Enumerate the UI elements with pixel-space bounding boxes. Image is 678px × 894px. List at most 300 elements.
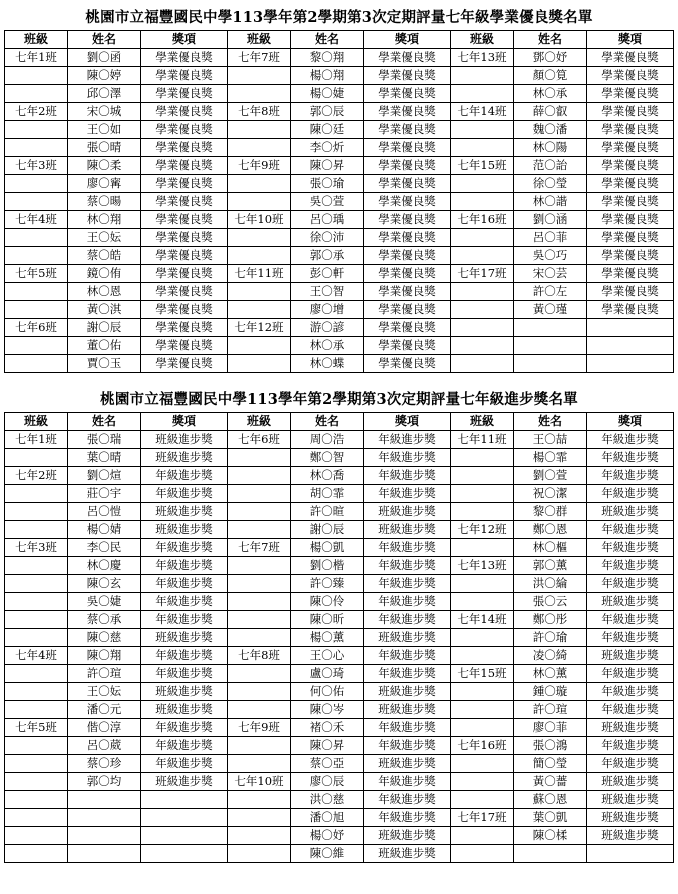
cell-class <box>451 319 514 337</box>
column-header-class-2: 班級 <box>228 31 291 49</box>
cell-award: 班級進步獎 <box>141 773 228 791</box>
cell-class <box>228 193 291 211</box>
cell-name: 郭〇均 <box>68 773 141 791</box>
cell-class <box>451 827 514 845</box>
cell-award: 學業優良獎 <box>364 85 451 103</box>
cell-name: 林〇喬 <box>291 467 364 485</box>
cell-class: 七年16班 <box>451 737 514 755</box>
cell-class <box>451 121 514 139</box>
cell-award <box>141 827 228 845</box>
cell-name: 黃〇瑾 <box>514 301 587 319</box>
cell-award: 學業優良獎 <box>587 211 674 229</box>
academic-excellence-award-table <box>4 30 674 373</box>
table-row <box>5 845 674 863</box>
cell-name <box>68 827 141 845</box>
table-row <box>5 283 674 301</box>
table-row <box>5 755 674 773</box>
table-body-section-1 <box>5 49 674 373</box>
table-row <box>5 827 674 845</box>
cell-class <box>451 575 514 593</box>
cell-name: 胡〇霏 <box>291 485 364 503</box>
cell-class <box>228 557 291 575</box>
cell-award: 班級進步獎 <box>141 629 228 647</box>
cell-award: 學業優良獎 <box>364 211 451 229</box>
cell-name: 陳〇伶 <box>291 593 364 611</box>
cell-name: 劉〇煊 <box>68 467 141 485</box>
cell-award: 班級進步獎 <box>141 503 228 521</box>
cell-class <box>451 845 514 863</box>
cell-award: 年級進步獎 <box>364 575 451 593</box>
cell-name: 楊〇妤 <box>291 827 364 845</box>
section-1-title: 桃園市立福豐國民中學113學年第2學期第3次定期評量七年級學業優良獎名單 <box>85 9 593 26</box>
cell-class: 七年5班 <box>5 265 68 283</box>
cell-name: 黃〇薔 <box>514 773 587 791</box>
cell-class: 七年8班 <box>228 647 291 665</box>
cell-class <box>451 355 514 373</box>
cell-award: 學業優良獎 <box>587 157 674 175</box>
cell-name: 張〇瑜 <box>291 175 364 193</box>
cell-award: 班級進步獎 <box>587 773 674 791</box>
cell-award: 年級進步獎 <box>587 485 674 503</box>
cell-award: 年級進步獎 <box>364 449 451 467</box>
cell-name: 葉〇凱 <box>514 809 587 827</box>
cell-award: 年級進步獎 <box>141 647 228 665</box>
cell-name: 洪〇慈 <box>291 791 364 809</box>
cell-class <box>228 337 291 355</box>
cell-name: 謝〇辰 <box>291 521 364 539</box>
cell-name: 廖〇菲 <box>514 719 587 737</box>
cell-name: 宋〇芸 <box>514 265 587 283</box>
cell-name: 王〇如 <box>68 121 141 139</box>
cell-award: 學業優良獎 <box>141 67 228 85</box>
cell-name: 葉〇晴 <box>68 449 141 467</box>
cell-name: 楊〇婧 <box>68 521 141 539</box>
cell-class <box>5 665 68 683</box>
cell-name: 簡〇瑩 <box>514 755 587 773</box>
table-row <box>5 247 674 265</box>
cell-class: 七年16班 <box>451 211 514 229</box>
cell-class: 七年3班 <box>5 157 68 175</box>
cell-class <box>228 521 291 539</box>
column-header-name-1: 姓名 <box>68 413 141 431</box>
column-header-class-3: 班級 <box>451 413 514 431</box>
cell-class <box>5 629 68 647</box>
cell-class <box>5 175 68 193</box>
table-row <box>5 575 674 593</box>
cell-award: 學業優良獎 <box>364 49 451 67</box>
cell-class <box>228 791 291 809</box>
table-row <box>5 611 674 629</box>
cell-name: 張〇鴻 <box>514 737 587 755</box>
cell-name: 郭〇辰 <box>291 103 364 121</box>
cell-award: 學業優良獎 <box>587 67 674 85</box>
cell-award: 班級進步獎 <box>364 827 451 845</box>
cell-award: 年級進步獎 <box>364 809 451 827</box>
column-header-class-1: 班級 <box>5 413 68 431</box>
cell-class <box>451 283 514 301</box>
cell-class: 七年11班 <box>228 265 291 283</box>
section-spacer <box>0 373 678 382</box>
cell-name: 偕〇淳 <box>68 719 141 737</box>
cell-award: 班級進步獎 <box>587 593 674 611</box>
cell-name: 黃〇淇 <box>68 301 141 319</box>
cell-name: 宋〇城 <box>68 103 141 121</box>
cell-award: 年級進步獎 <box>364 611 451 629</box>
cell-award: 班級進步獎 <box>141 683 228 701</box>
cell-class <box>5 791 68 809</box>
cell-class <box>5 845 68 863</box>
cell-name: 呂〇瑀 <box>291 211 364 229</box>
cell-award: 年級進步獎 <box>141 467 228 485</box>
cell-name: 林〇樞 <box>514 539 587 557</box>
table-row <box>5 121 674 139</box>
cell-name: 陳〇慈 <box>68 629 141 647</box>
cell-class <box>228 67 291 85</box>
cell-class: 七年9班 <box>228 157 291 175</box>
cell-name: 游〇諺 <box>291 319 364 337</box>
cell-name: 魏〇潘 <box>514 121 587 139</box>
cell-award: 學業優良獎 <box>141 175 228 193</box>
cell-name: 陳〇翔 <box>68 647 141 665</box>
cell-class <box>451 719 514 737</box>
cell-name: 徐〇瑩 <box>514 175 587 193</box>
table-row <box>5 431 674 449</box>
cell-award: 學業優良獎 <box>141 157 228 175</box>
column-header-award-2: 獎項 <box>364 413 451 431</box>
cell-class <box>228 355 291 373</box>
cell-class <box>451 683 514 701</box>
cell-class <box>451 467 514 485</box>
cell-award: 學業優良獎 <box>364 175 451 193</box>
cell-class <box>228 467 291 485</box>
cell-class: 七年12班 <box>451 521 514 539</box>
cell-name: 劉〇涵 <box>514 211 587 229</box>
cell-class: 七年9班 <box>228 719 291 737</box>
cell-award: 班級進步獎 <box>587 647 674 665</box>
column-header-name-1: 姓名 <box>68 31 141 49</box>
cell-class: 七年3班 <box>5 539 68 557</box>
cell-name: 蘇〇恩 <box>514 791 587 809</box>
cell-class: 七年1班 <box>5 49 68 67</box>
cell-award: 班級進步獎 <box>364 521 451 539</box>
cell-award: 學業優良獎 <box>364 157 451 175</box>
cell-class: 七年17班 <box>451 809 514 827</box>
cell-award: 年級進步獎 <box>587 431 674 449</box>
cell-award: 年級進步獎 <box>364 719 451 737</box>
cell-name: 吳〇巧 <box>514 247 587 265</box>
cell-name: 呂〇菲 <box>514 229 587 247</box>
cell-name: 彭〇軒 <box>291 265 364 283</box>
cell-class <box>5 683 68 701</box>
cell-class <box>451 301 514 319</box>
cell-award: 學業優良獎 <box>141 355 228 373</box>
cell-name: 林〇承 <box>291 337 364 355</box>
cell-class: 七年10班 <box>228 211 291 229</box>
cell-class: 七年5班 <box>5 719 68 737</box>
table-header-row <box>5 413 674 431</box>
cell-name <box>514 845 587 863</box>
cell-name: 鍾〇璇 <box>514 683 587 701</box>
cell-class <box>228 611 291 629</box>
table-row <box>5 265 674 283</box>
cell-name: 徐〇沛 <box>291 229 364 247</box>
cell-name: 呂〇葳 <box>68 737 141 755</box>
cell-name: 王〇智 <box>291 283 364 301</box>
table-row <box>5 773 674 791</box>
cell-class <box>5 557 68 575</box>
cell-award: 學業優良獎 <box>587 103 674 121</box>
cell-award: 學業優良獎 <box>364 247 451 265</box>
table-row <box>5 139 674 157</box>
cell-class: 七年17班 <box>451 265 514 283</box>
cell-award: 學業優良獎 <box>364 193 451 211</box>
cell-award: 年級進步獎 <box>587 701 674 719</box>
cell-class <box>228 809 291 827</box>
cell-name: 陳〇婷 <box>68 67 141 85</box>
cell-award: 學業優良獎 <box>364 301 451 319</box>
table-row <box>5 665 674 683</box>
cell-award: 學業優良獎 <box>141 265 228 283</box>
cell-class <box>5 139 68 157</box>
cell-class <box>228 175 291 193</box>
cell-class <box>5 593 68 611</box>
cell-class: 七年12班 <box>228 319 291 337</box>
cell-name: 鏡〇侑 <box>68 265 141 283</box>
table-row <box>5 301 674 319</box>
cell-award: 學業優良獎 <box>141 49 228 67</box>
cell-class <box>228 449 291 467</box>
cell-name: 顏〇筧 <box>514 67 587 85</box>
column-header-name-3: 姓名 <box>514 413 587 431</box>
cell-class <box>451 229 514 247</box>
table-body-section-2 <box>5 431 674 863</box>
cell-name: 盧〇琦 <box>291 665 364 683</box>
cell-award: 學業優良獎 <box>364 337 451 355</box>
cell-name <box>68 809 141 827</box>
cell-class: 七年6班 <box>228 431 291 449</box>
cell-name: 陳〇楺 <box>514 827 587 845</box>
cell-class <box>5 193 68 211</box>
cell-award: 學業優良獎 <box>364 139 451 157</box>
table-row <box>5 319 674 337</box>
cell-class <box>451 503 514 521</box>
cell-class <box>228 485 291 503</box>
cell-award: 學業優良獎 <box>141 319 228 337</box>
cell-award: 年級進步獎 <box>364 593 451 611</box>
table-row <box>5 557 674 575</box>
table-row <box>5 701 674 719</box>
table-row <box>5 719 674 737</box>
table-row <box>5 593 674 611</box>
cell-award: 年級進步獎 <box>587 737 674 755</box>
cell-class <box>451 791 514 809</box>
table-row <box>5 211 674 229</box>
cell-name: 董〇佑 <box>68 337 141 355</box>
cell-name: 林〇蝶 <box>291 355 364 373</box>
table-row <box>5 449 674 467</box>
cell-class: 七年2班 <box>5 103 68 121</box>
cell-name: 王〇喆 <box>514 431 587 449</box>
cell-award: 學業優良獎 <box>587 49 674 67</box>
cell-name: 楊〇凱 <box>291 539 364 557</box>
table-row <box>5 485 674 503</box>
cell-award: 學業優良獎 <box>587 139 674 157</box>
cell-name: 劉〇楷 <box>291 557 364 575</box>
column-header-award-3: 獎項 <box>587 31 674 49</box>
cell-name: 張〇瑞 <box>68 431 141 449</box>
table-row <box>5 85 674 103</box>
cell-name: 陳〇昇 <box>291 737 364 755</box>
cell-award: 班級進步獎 <box>141 431 228 449</box>
cell-class <box>451 593 514 611</box>
column-header-class-3: 班級 <box>451 31 514 49</box>
cell-name: 鄭〇恩 <box>514 521 587 539</box>
cell-award: 學業優良獎 <box>587 247 674 265</box>
cell-name: 楊〇薰 <box>291 629 364 647</box>
cell-class: 七年13班 <box>451 557 514 575</box>
cell-class <box>5 503 68 521</box>
column-header-class-1: 班級 <box>5 31 68 49</box>
cell-class <box>228 827 291 845</box>
cell-name: 陳〇柔 <box>68 157 141 175</box>
cell-award: 班級進步獎 <box>364 503 451 521</box>
cell-name: 莊〇宇 <box>68 485 141 503</box>
cell-award: 學業優良獎 <box>141 229 228 247</box>
cell-class <box>228 247 291 265</box>
cell-award: 學業優良獎 <box>141 121 228 139</box>
cell-name: 許〇臻 <box>291 575 364 593</box>
cell-award: 年級進步獎 <box>364 791 451 809</box>
cell-class <box>5 737 68 755</box>
cell-class: 七年1班 <box>5 431 68 449</box>
table-row <box>5 49 674 67</box>
cell-class <box>451 193 514 211</box>
table-row <box>5 683 674 701</box>
table-row <box>5 467 674 485</box>
cell-class <box>228 593 291 611</box>
cell-class <box>451 175 514 193</box>
cell-name: 林〇薰 <box>514 665 587 683</box>
cell-award: 班級進步獎 <box>587 809 674 827</box>
cell-name: 郭〇薰 <box>514 557 587 575</box>
cell-award: 班級進步獎 <box>587 827 674 845</box>
cell-class <box>451 701 514 719</box>
cell-name: 林〇陽 <box>514 139 587 157</box>
cell-name: 蔡〇皓 <box>68 247 141 265</box>
cell-award: 年級進步獎 <box>587 611 674 629</box>
cell-name: 廖〇辰 <box>291 773 364 791</box>
cell-name <box>68 845 141 863</box>
column-header-name-2: 姓名 <box>291 31 364 49</box>
cell-award: 班級進步獎 <box>364 845 451 863</box>
cell-class <box>451 629 514 647</box>
cell-class <box>228 575 291 593</box>
cell-class <box>451 647 514 665</box>
table-header-row <box>5 31 674 49</box>
cell-award: 學業優良獎 <box>587 85 674 103</box>
cell-award: 年級進步獎 <box>587 539 674 557</box>
cell-class <box>451 773 514 791</box>
cell-name: 許〇瑄 <box>68 665 141 683</box>
cell-award: 年級進步獎 <box>364 647 451 665</box>
cell-award: 班級進步獎 <box>587 503 674 521</box>
cell-award: 年級進步獎 <box>587 629 674 647</box>
cell-class <box>451 337 514 355</box>
cell-award: 學業優良獎 <box>141 283 228 301</box>
cell-name: 鄭〇智 <box>291 449 364 467</box>
cell-name: 陳〇昇 <box>291 157 364 175</box>
cell-name: 何〇佑 <box>291 683 364 701</box>
table-row <box>5 647 674 665</box>
table-row <box>5 629 674 647</box>
cell-name: 凌〇綺 <box>514 647 587 665</box>
cell-award: 年級進步獎 <box>141 719 228 737</box>
cell-name: 賈〇玉 <box>68 355 141 373</box>
cell-name: 洪〇綸 <box>514 575 587 593</box>
cell-class: 七年14班 <box>451 103 514 121</box>
cell-award: 年級進步獎 <box>364 773 451 791</box>
cell-class <box>228 845 291 863</box>
cell-award: 學業優良獎 <box>587 265 674 283</box>
cell-name: 廖〇寗 <box>68 175 141 193</box>
cell-class <box>228 229 291 247</box>
cell-award: 年級進步獎 <box>141 665 228 683</box>
cell-award: 學業優良獎 <box>364 355 451 373</box>
cell-name: 楊〇翔 <box>291 67 364 85</box>
table-row <box>5 229 674 247</box>
cell-name: 陳〇玄 <box>68 575 141 593</box>
cell-award: 學業優良獎 <box>587 121 674 139</box>
cell-award: 學業優良獎 <box>364 283 451 301</box>
cell-name: 蔡〇亞 <box>291 755 364 773</box>
cell-name: 許〇瑜 <box>514 629 587 647</box>
cell-name: 黎〇翔 <box>291 49 364 67</box>
cell-name: 謝〇辰 <box>68 319 141 337</box>
cell-award: 學業優良獎 <box>587 229 674 247</box>
cell-award: 年級進步獎 <box>364 485 451 503</box>
cell-award: 年級進步獎 <box>141 485 228 503</box>
cell-name: 陳〇岑 <box>291 701 364 719</box>
cell-name: 吳〇婕 <box>68 593 141 611</box>
cell-name: 林〇承 <box>514 85 587 103</box>
cell-class: 七年13班 <box>451 49 514 67</box>
cell-class <box>451 485 514 503</box>
section-2-title: 桃園市立福豐國民中學113學年第2學期第3次定期評量七年級進步獎名單 <box>100 391 578 408</box>
table-row <box>5 539 674 557</box>
cell-name: 鄭〇彤 <box>514 611 587 629</box>
cell-class <box>5 575 68 593</box>
cell-award: 學業優良獎 <box>141 85 228 103</box>
cell-award: 學業優良獎 <box>141 103 228 121</box>
cell-class <box>228 301 291 319</box>
cell-class: 七年2班 <box>5 467 68 485</box>
cell-award: 年級進步獎 <box>364 737 451 755</box>
cell-name: 薛〇叡 <box>514 103 587 121</box>
cell-name: 楊〇霏 <box>514 449 587 467</box>
column-header-name-2: 姓名 <box>291 413 364 431</box>
cell-name: 許〇左 <box>514 283 587 301</box>
cell-name <box>514 319 587 337</box>
cell-award: 年級進步獎 <box>587 683 674 701</box>
cell-name: 林〇諧 <box>514 193 587 211</box>
cell-award: 年級進步獎 <box>364 665 451 683</box>
cell-class <box>5 755 68 773</box>
cell-award: 年級進步獎 <box>141 737 228 755</box>
cell-class <box>451 449 514 467</box>
table-row <box>5 521 674 539</box>
cell-award: 班級進步獎 <box>364 683 451 701</box>
cell-name: 吳〇萱 <box>291 193 364 211</box>
